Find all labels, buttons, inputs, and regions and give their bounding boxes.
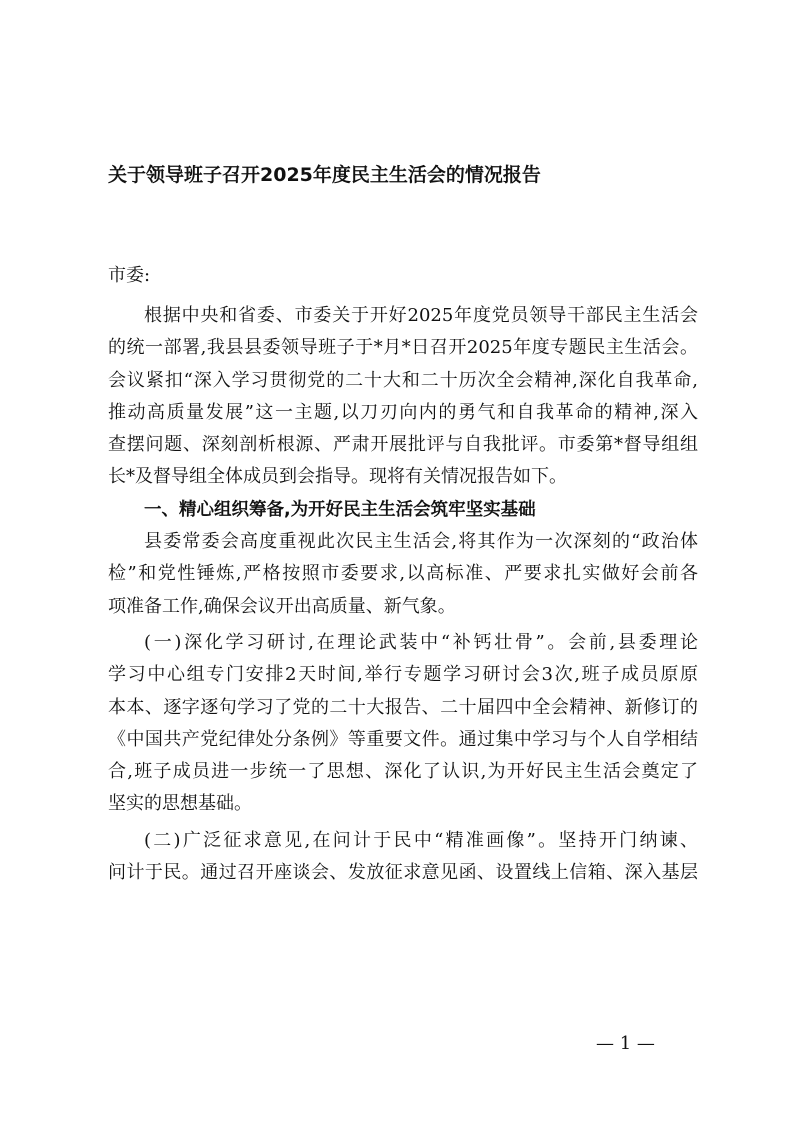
paragraph-line: (一)深化学习研讨,在理论武装中“补钙壮骨”。会前,县委理论 <box>144 631 698 653</box>
paragraph-line: 检”和党性锤炼,严格按照市委要求,以高标准、严要求扎实做好会前各 <box>108 563 698 585</box>
paragraph-line: 推动高质量发展”这一主题,以刀刃向内的勇气和自我革命的精神,深入 <box>108 401 698 423</box>
salutation: 市委: <box>108 265 151 286</box>
section-heading: 一、精心组织筹备,为开好民主生活会筑牢坚实基础 <box>144 499 536 520</box>
document-body <box>108 300 698 889</box>
paragraph-line: 合,班子成员进一步统一了思想、深化了认识,为开好民主生活会奠定了 <box>108 761 698 783</box>
paragraph-line: 的统一部署,我县县委领导班子于*月*日召开2025年度专题民主生活会。 <box>108 337 698 359</box>
paragraph-line: (二)广泛征求意见,在问计于民中“精准画像”。坚持开门纳谏、 <box>144 829 698 851</box>
paragraph-line: 问计于民。通过召开座谈会、发放征求意见函、设置线上信箱、深入基层 <box>108 862 698 884</box>
paragraph-line: 《中国共产党纪律处分条例》等重要文件。通过集中学习与个人自学相结 <box>108 728 698 750</box>
paragraph-line: 县委常委会高度重视此次民主生活会,将其作为一次深刻的“政治体 <box>144 531 698 553</box>
paragraph-line: 查摆问题、深刻剖析根源、严肃开展批评与自我批评。市委第*督导组组 <box>108 434 698 456</box>
paragraph-line: 长*及督导组全体成员到会指导。现将有关情况报告如下。 <box>108 466 567 488</box>
page-number: — 1 — <box>596 1033 655 1054</box>
paragraph-line: 会议紧扣“深入学习贯彻党的二十大和二十历次全会精神,深化自我革命, <box>108 369 698 391</box>
document-title: 关于领导班子召开2025年度民主生活会的情况报告 <box>108 164 541 186</box>
paragraph-line: 坚实的思想基础。 <box>108 793 252 815</box>
paragraph-line: 学习中心组专门安排2天时间,举行专题学习研讨会3次,班子成员原原 <box>108 664 698 686</box>
paragraph-line: 项准备工作,确保会议开出高质量、新气象。 <box>108 595 456 617</box>
paragraph-line: 根据中央和省委、市委关于开好2025年度党员领导干部民主生活会 <box>144 305 698 326</box>
paragraph-line: 本本、逐字逐句学习了党的二十大报告、二十届四中全会精神、新修订的 <box>108 696 698 718</box>
